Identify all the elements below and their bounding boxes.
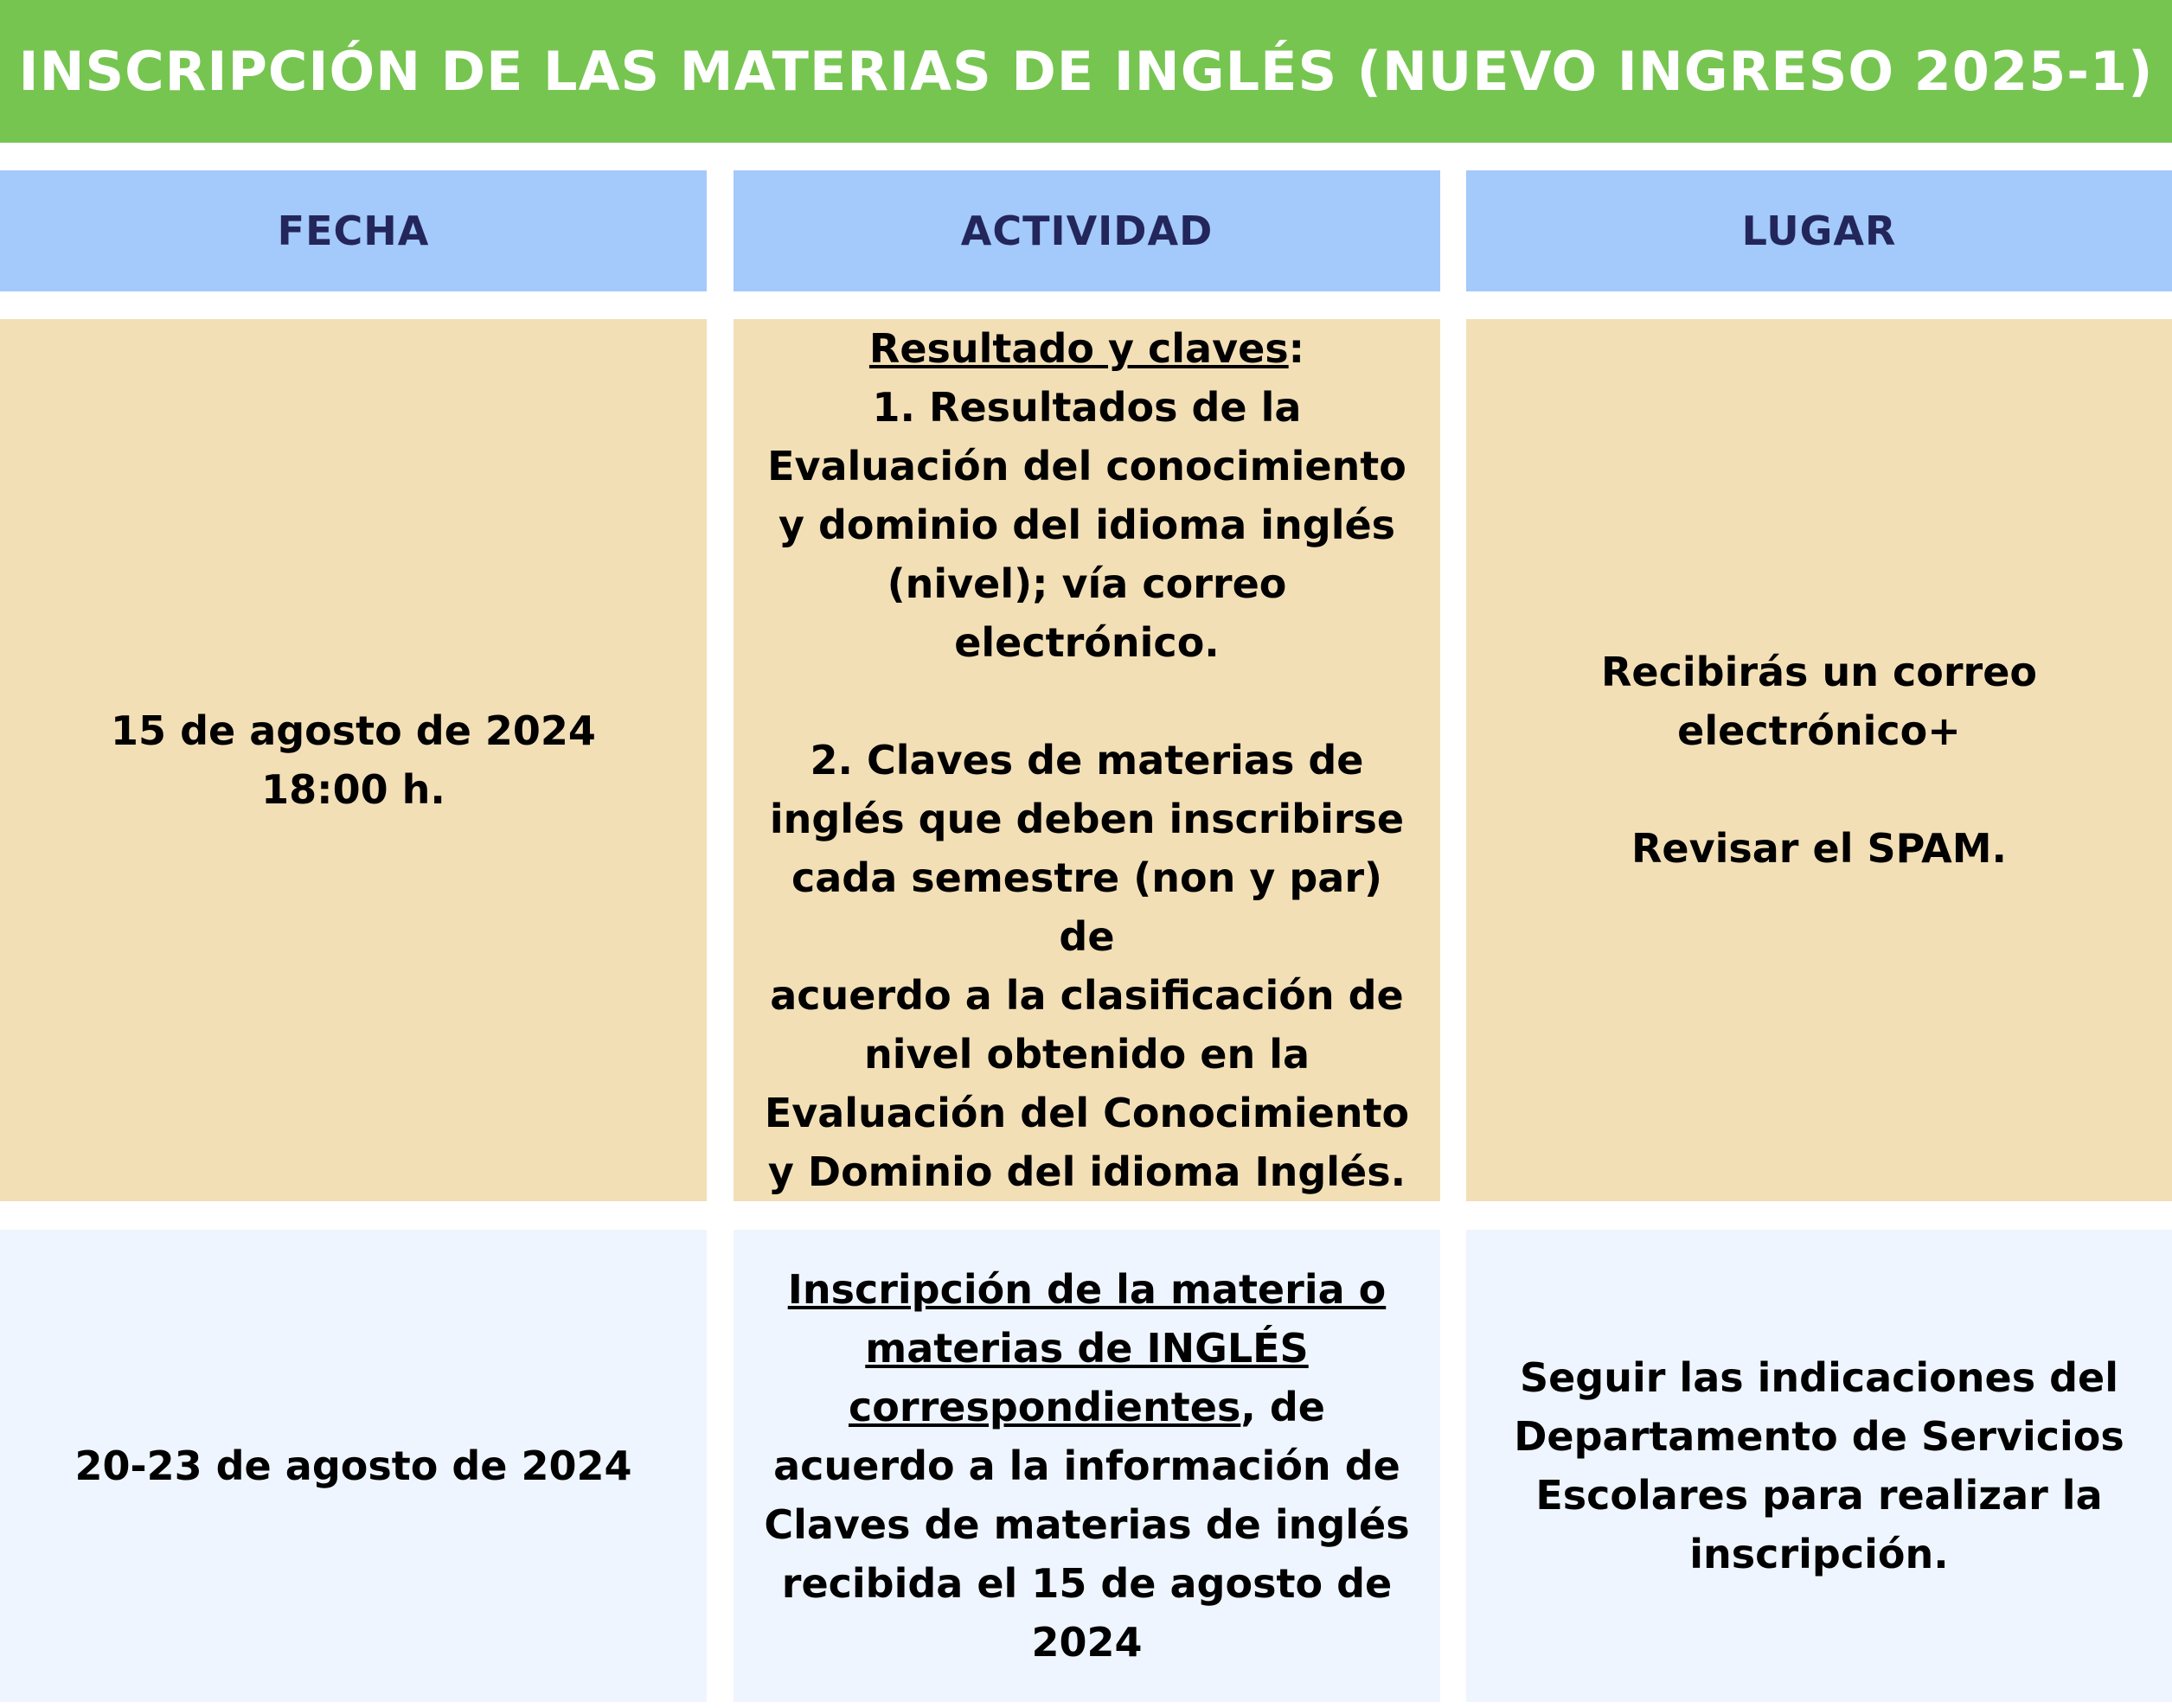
row2-actividad (738, 1260, 1435, 1672)
activity-line: acuerdo a la información de (773, 1443, 1400, 1489)
row1-fecha-cell (0, 319, 707, 1201)
activity-mixed-line (764, 1378, 1409, 1436)
row2-fecha-date: 20-23 de agosto de 2024 (74, 1443, 632, 1489)
paragraph-gap (1601, 760, 2037, 819)
activity-line: Evaluación del Conocimiento (764, 1090, 1410, 1136)
place-line: Departamento de Servicios (1514, 1413, 2124, 1460)
row1-fecha-date: 15 de agosto de 2024 (111, 707, 596, 754)
header-fecha (0, 170, 707, 291)
activity-line: inglés que deben inscribirse (769, 796, 1405, 842)
header-fecha-label: FECHA (277, 208, 430, 254)
row2-actividad-cell (734, 1230, 1440, 1702)
place-line: Escolares para realizar la (1535, 1472, 2103, 1519)
row2-fecha-cell (0, 1230, 707, 1702)
place-line: Seguir las indicaciones del (1519, 1354, 2119, 1401)
row1-lugar (1575, 643, 2063, 878)
paragraph-gap (759, 672, 1414, 731)
row1-actividad (734, 319, 1440, 1201)
activity-underlined-fragment: correspondientes (849, 1384, 1241, 1430)
row1-lugar-cell (1466, 319, 2172, 1201)
activity-line: y dominio del idioma inglés (778, 502, 1396, 548)
activity-fragment: , de (1240, 1384, 1325, 1430)
place-line: electrónico+ (1677, 707, 1961, 754)
activity-line: cada semestre (non y par) de (791, 854, 1383, 960)
activity-line: Evaluación del conocimiento (767, 443, 1406, 489)
row2-fecha (49, 1436, 658, 1495)
row2-lugar (1488, 1348, 2150, 1583)
row1-actividad-heading-colon: : (1288, 325, 1305, 372)
place-line: inscripción. (1689, 1531, 1949, 1577)
header-actividad-label: ACTIVIDAD (960, 208, 1214, 254)
title-banner (0, 0, 2172, 143)
activity-line: nivel obtenido en la (863, 1031, 1310, 1078)
activity-line: y Dominio del idioma Inglés. (767, 1148, 1406, 1195)
place-line: Revisar el SPAM. (1631, 825, 2007, 872)
activity-underlined-line: Inscripción de la materia o (787, 1266, 1387, 1313)
row1-fecha-time: 18:00 h. (261, 766, 445, 813)
activity-underlined-line: materias de INGLÉS (865, 1325, 1309, 1372)
activity-line: acuerdo a la clasificación de (770, 972, 1404, 1019)
row1-actividad-cell (734, 319, 1440, 1201)
activity-line: 1. Resultados de la (872, 384, 1302, 431)
activity-line: Claves de materias de inglés (764, 1501, 1410, 1548)
row1-actividad-heading-line (759, 319, 1414, 378)
header-lugar-label: LUGAR (1741, 208, 1897, 254)
row2-lugar-cell (1466, 1230, 2172, 1702)
activity-line: 2. Claves de materias de (810, 737, 1364, 784)
activity-line: recibida el 15 de agosto de (781, 1560, 1393, 1607)
activity-line: 2024 (1031, 1619, 1143, 1666)
activity-line: (nivel); vía correo (887, 560, 1287, 607)
row1-actividad-heading: Resultado y claves (868, 325, 1289, 372)
activity-line: electrónico. (954, 619, 1220, 666)
page-title: INSCRIPCIÓN DE LAS MATERIAS DE INGLÉS (NUEVO INGRESO 2025-1) (18, 40, 2154, 103)
place-line: Recibirás un correo (1600, 649, 2038, 695)
header-actividad (734, 170, 1440, 291)
header-lugar (1466, 170, 2172, 291)
row1-fecha (85, 701, 622, 819)
